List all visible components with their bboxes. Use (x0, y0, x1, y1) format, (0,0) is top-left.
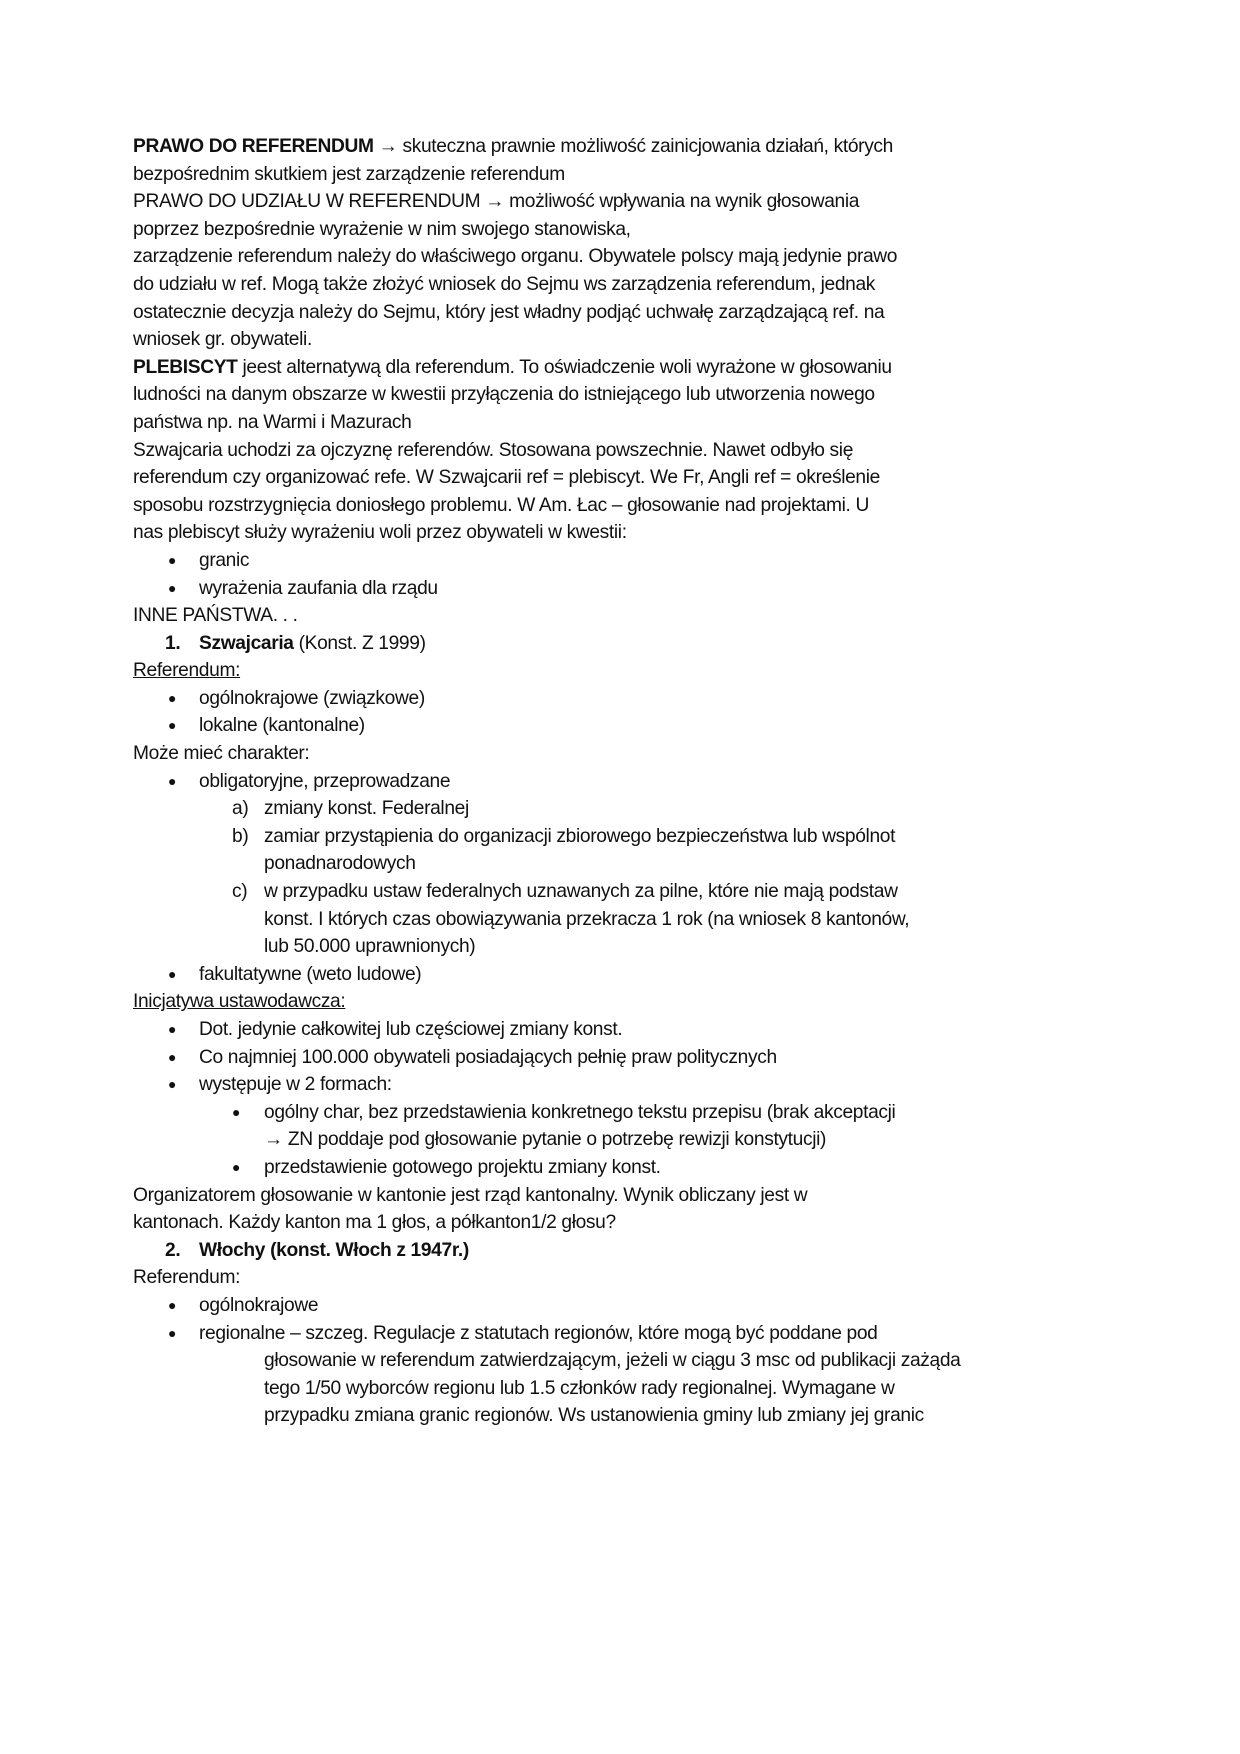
line-text (133, 519, 627, 547)
text-segment: zmiany konst. Federalnej (264, 798, 469, 820)
text-segment: konst. I których czas obowiązywania przekracza 1 rok (na wniosek 8 kantonów, (264, 908, 910, 930)
bold-term: Włochy (konst. Włoch z 1947r.) (199, 1239, 469, 1261)
list-item (0, 768, 1240, 796)
text-segment: ogólny char, bez przedstawienia konkretnego tekstu przepisu (brak akceptacji (264, 1101, 896, 1123)
text-line (0, 1347, 1240, 1375)
line-text (199, 575, 438, 603)
bullet-icon: ● (168, 717, 177, 734)
text-segment: nas plebiscyt służy wyrażeniu woli przez obywateli w kwestii: (133, 522, 627, 544)
bullet-icon: ● (168, 772, 177, 789)
line-text (133, 657, 240, 685)
text-line (0, 657, 1240, 685)
bullet-icon: ● (168, 551, 177, 568)
text-segment: ludności na danym obszarze w kwestii przyłączenia do istniejącego lub utworzenia nowego (133, 384, 875, 406)
text-segment: ostatecznie decyzja należy do Sejmu, który jest władny podjąć uchwałę zarządzającą ref. na (133, 301, 885, 323)
text-segment: Organizatorem głosowanie w kantonie jest rząd kantonalny. Wynik obliczany jest w (133, 1184, 808, 1206)
line-text (199, 1292, 318, 1320)
text-line (0, 243, 1240, 271)
text-line (0, 1126, 1240, 1154)
text-line (0, 492, 1240, 520)
list-item (0, 547, 1240, 575)
line-text (264, 1347, 961, 1375)
line-text (264, 823, 895, 851)
text-segment: państwa np. na Warmi i Mazurach (133, 411, 412, 433)
text-line (0, 1402, 1240, 1430)
list-item (0, 1099, 1240, 1127)
line-text (133, 326, 312, 354)
line-text (133, 299, 884, 327)
text-line (0, 381, 1240, 409)
list-item (0, 1320, 1240, 1348)
line-text (199, 1016, 622, 1044)
line-text (264, 850, 416, 878)
text-segment: głosowanie w referendum zatwierdzającym, jeżeli w ciągu 3 msc od publikacji zażąda (264, 1350, 961, 1372)
list-marker: 2. (165, 1239, 181, 1261)
text-line (0, 850, 1240, 878)
text-segment: przypadku zmiana granic regionów. Ws ustanowienia gminy lub zmiany jej granic (264, 1405, 924, 1427)
line-text (264, 933, 475, 961)
text-segment: poprzez bezpośrednie wyrażenie w nim swojego stanowiska, (133, 218, 631, 240)
text-line (0, 1264, 1240, 1292)
line-text (133, 1182, 807, 1210)
line-text (199, 685, 425, 713)
text-segment: Szwajcaria uchodzi za ojczyznę referendów. Stosowana powszechnie. Nawet odbyło się (133, 439, 854, 461)
line-text (264, 1154, 661, 1182)
text-segment: Dot. jedynie całkowitej lub częściowej zmiany konst. (199, 1019, 623, 1040)
line-text (264, 795, 469, 823)
line-text (199, 768, 450, 796)
text-segment: Może mieć charakter: (133, 743, 310, 765)
bullet-icon: ● (168, 1076, 177, 1093)
text-segment: INNE PAŃSTWA. . . (133, 605, 298, 627)
numbered-item (0, 823, 1240, 851)
line-text (199, 961, 421, 989)
document-page (0, 133, 1240, 1430)
text-segment: występuje w 2 formach: (199, 1074, 392, 1096)
bullet-icon: ● (168, 1048, 177, 1065)
text-line (0, 906, 1240, 934)
text-line (0, 271, 1240, 299)
line-text (199, 1071, 392, 1099)
line-text (133, 216, 631, 244)
text-segment: ogólnokrajowe (związkowe) (199, 687, 425, 709)
bold-term: PRAWO DO REFERENDUM → (133, 136, 403, 157)
numbered-item (0, 878, 1240, 906)
list-item (0, 961, 1240, 989)
line-text (133, 381, 875, 409)
bold-term: Szwajcaria (199, 632, 294, 654)
line-text (133, 1264, 240, 1292)
text-segment: referendum czy organizować refe. W Szwajcarii ref = plebiscyt. We Fr, Angli ref = określenie (133, 467, 880, 489)
line-text (264, 1099, 895, 1127)
text-segment: ogólnokrajowe (199, 1294, 319, 1316)
text-line (0, 519, 1240, 547)
list-item (0, 1292, 1240, 1320)
text-segment: PRAWO DO UDZIAŁU W REFERENDUM → możliwość wpływania na wynik głosowania (133, 191, 860, 213)
text-line (0, 1209, 1240, 1237)
text-line (0, 354, 1240, 382)
text-segment: lokalne (kantonalne) (199, 715, 365, 737)
text-segment: → ZN poddaje pod głosowanie pytanie o potrzebę rewizji konstytucji) (264, 1129, 827, 1151)
list-item (0, 1016, 1240, 1044)
text-segment: w przypadku ustaw federalnych uznawanych za pilne, które nie mają podstaw (264, 881, 898, 903)
line-text (133, 161, 565, 189)
line-text (199, 630, 426, 658)
text-line (0, 299, 1240, 327)
text-segment: wniosek gr. obywateli. (133, 329, 312, 351)
line-text (133, 354, 892, 382)
bullet-icon: ● (232, 1158, 241, 1175)
line-text (133, 437, 853, 465)
bullet-icon: ● (168, 689, 177, 706)
line-text (199, 1237, 469, 1265)
text-line (0, 437, 1240, 465)
text-line (0, 161, 1240, 189)
text-line (0, 602, 1240, 630)
text-line (0, 216, 1240, 244)
text-segment: skuteczna prawnie możliwość zainicjowania działań, których (402, 136, 893, 157)
text-segment: bezpośrednim skutkiem jest zarządzenie referendum (133, 163, 565, 185)
text-segment: lub 50.000 uprawnionych) (264, 936, 476, 958)
line-text (199, 712, 365, 740)
bold-term: PLEBISCYT (133, 356, 238, 378)
text-line (0, 464, 1240, 492)
list-marker: 1. (165, 632, 181, 654)
list-marker: a) (232, 798, 249, 820)
text-segment: regionalne – szczeg. Regulacje z statutach regionów, które mogą być poddane pod (199, 1322, 878, 1344)
list-item (0, 1071, 1240, 1099)
text-line (0, 133, 1240, 161)
text-line (0, 1182, 1240, 1210)
text-segment: sposobu rozstrzygnięcia doniosłego problemu. W Am. Łac – głosowanie nad projektami. U (133, 494, 870, 516)
text-line (0, 409, 1240, 437)
line-text (133, 271, 875, 299)
text-segment: kantonach. Każdy kanton ma 1 głos, a półkanton1/2 głosu? (133, 1212, 616, 1234)
numbered-item (0, 630, 1240, 658)
line-text (264, 1375, 895, 1403)
text-segment: Referendum: (133, 1267, 241, 1289)
line-text (199, 1320, 877, 1348)
list-marker: b) (232, 825, 249, 847)
bullet-icon: ● (168, 965, 177, 982)
bullet-icon: ● (168, 1296, 177, 1313)
text-segment: tego 1/50 wyborców regionu lub 1.5 członków rady regionalnej. Wymagane w (264, 1377, 895, 1399)
text-segment: obligatoryjne, przeprowadzane (199, 770, 451, 792)
text-segment: wyrażenia zaufania dla rządu (199, 577, 438, 599)
list-item (0, 1044, 1240, 1072)
line-text (264, 1402, 924, 1430)
line-text (264, 878, 898, 906)
text-line (0, 933, 1240, 961)
text-line (0, 326, 1240, 354)
line-text (133, 409, 412, 437)
line-text (133, 1209, 616, 1237)
line-text (133, 133, 893, 161)
line-text (133, 243, 897, 271)
text-line (0, 188, 1240, 216)
text-segment: zarządzenie referendum należy do właściwego organu. Obywatele polscy mają jedynie prawo (133, 246, 898, 268)
list-item (0, 575, 1240, 603)
line-text (133, 188, 859, 216)
line-text (199, 1044, 777, 1072)
numbered-item (0, 795, 1240, 823)
text-line (0, 988, 1240, 1016)
numbered-item (0, 1237, 1240, 1265)
text-segment: (Konst. Z 1999) (293, 632, 426, 654)
list-item (0, 685, 1240, 713)
line-text (199, 547, 249, 575)
text-segment: granic (199, 549, 250, 571)
line-text (133, 740, 309, 768)
list-marker: c) (232, 881, 248, 903)
underlined-heading: Inicjatywa ustawodawcza: (133, 991, 346, 1013)
text-line (0, 740, 1240, 768)
bullet-icon: ● (168, 1021, 177, 1037)
text-line (0, 1375, 1240, 1403)
text-segment: przedstawienie gotowego projektu zmiany konst. (264, 1156, 661, 1178)
text-segment: jeest alternatywą dla referendum. To oświadczenie woli wyrażone w głosowaniu (237, 356, 892, 378)
text-segment: zamiar przystąpienia do organizacji zbiorowego bezpieczeństwa lub wspólnot (264, 825, 896, 847)
text-segment: Co najmniej 100.000 obywateli posiadających pełnię praw politycznych (199, 1046, 777, 1068)
text-segment: fakultatywne (weto ludowe) (199, 963, 422, 985)
line-text (133, 464, 880, 492)
list-item (0, 712, 1240, 740)
text-segment: ponadnarodowych (264, 853, 416, 875)
line-text (264, 906, 909, 934)
underlined-heading: Referendum: (133, 660, 241, 682)
line-text (264, 1126, 826, 1154)
bullet-icon: ● (168, 579, 177, 596)
bullet-icon: ● (232, 1103, 241, 1120)
bullet-icon: ● (168, 1324, 177, 1341)
text-segment: do udziału w ref. Mogą także złożyć wniosek do Sejmu ws zarządzenia referendum, jednak (133, 273, 876, 295)
line-text (133, 988, 345, 1016)
line-text (133, 602, 298, 630)
line-text (133, 492, 869, 520)
list-item (0, 1154, 1240, 1182)
